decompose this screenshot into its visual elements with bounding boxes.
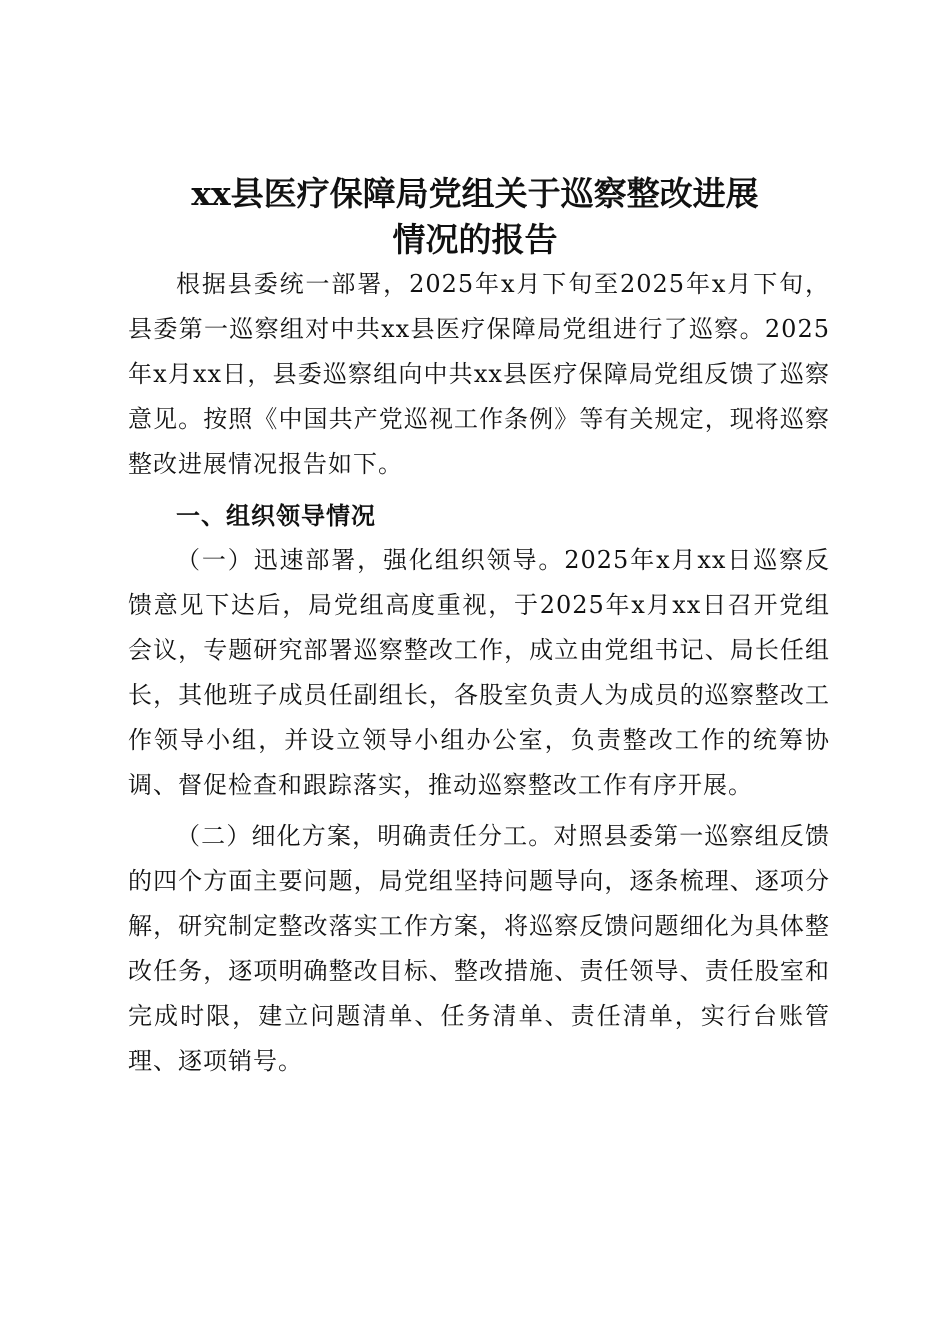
section-heading-1: 一、组织领导情况	[176, 501, 376, 530]
section1-paragraph-1: （一）迅速部署，强化组织领导。2025年x月xx日巡察反馈意见下达后，局党组高度重视，于2025年x月xx日召开党组会议，专题研究部署巡察整改工作，成立由党组书记、局长任组长，其他班子成员任副组长，各股室负责人为成员的巡察整改工作领导小组，并设立领导小组办公室，负责整改工作的统筹协调、督促检查和跟踪落实，推动巡察整改工作有序开展。	[128, 546, 830, 799]
document-body	[128, 262, 830, 1084]
document-title-line2: 情况的报告	[392, 220, 558, 259]
document-title-line1: xx县医疗保障局党组关于巡察整改进展	[191, 174, 759, 213]
section1-paragraph-2: （二）细化方案，明确责任分工。对照县委第一巡察组反馈的四个方面主要问题，局党组坚持问题导向，逐条梳理、逐项分解，研究制定整改落实工作方案，将巡察反馈问题细化为具体整改任务，逐项明确整改目标、整改措施、责任领导、责任股室和完成时限，建立问题清单、任务清单、责任清单，实行台账管理、逐项销号。	[128, 822, 830, 1075]
intro-paragraph: 根据县委统一部署，2025年x月下旬至2025年x月下旬，县委第一巡察组对中共xx县医疗保障局党组进行了巡察。2025年x月xx日，县委巡察组向中共xx县医疗保障局党组反馈了巡察意见。按照《中国共产党巡视工作条例》等有关规定，现将巡察整改进展情况报告如下。	[128, 270, 830, 478]
